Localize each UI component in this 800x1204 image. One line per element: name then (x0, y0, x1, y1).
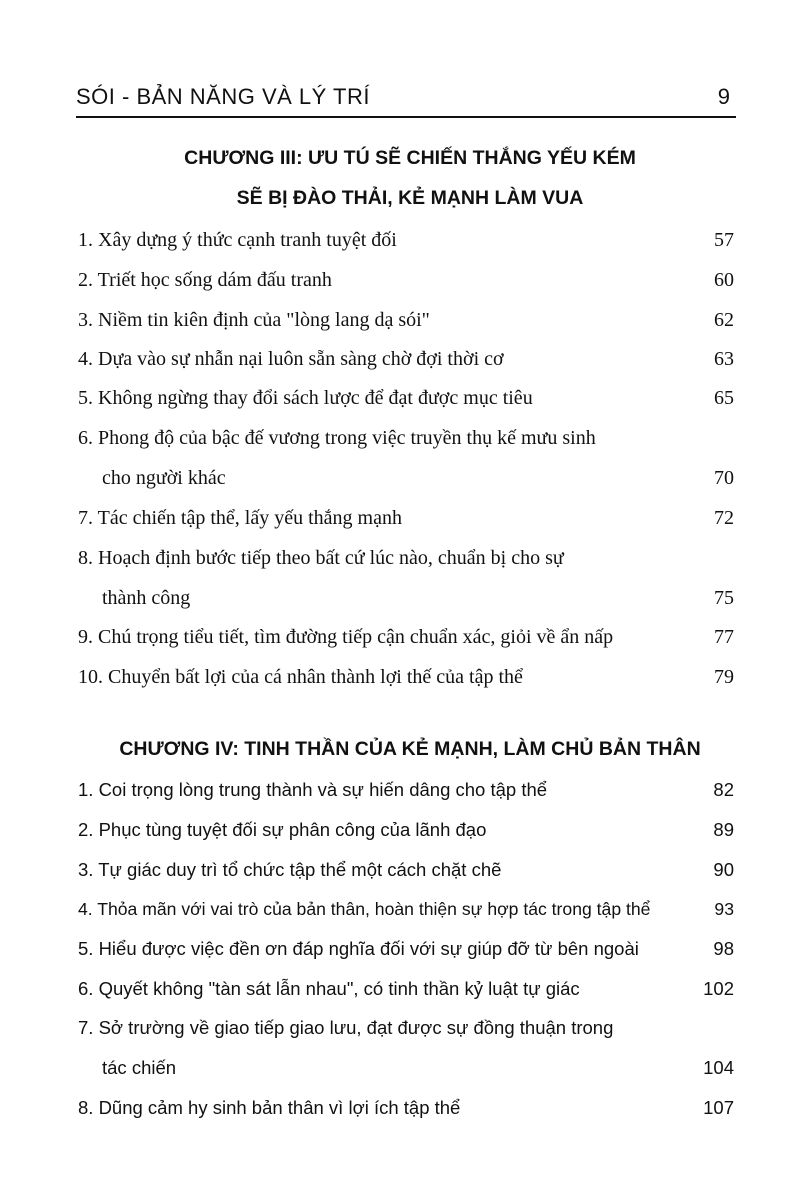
toc-entry-title: 6. Phong độ của bậc đế vương trong việc truyền thụ kế mưu sinh (78, 427, 596, 449)
toc-entry-title: 5. Hiểu được việc đền ơn đáp nghĩa đối với sự giúp đỡ từ bên ngoài (78, 938, 639, 959)
toc-entry-title: 8. Dũng cảm hy sinh bản thân vì lợi ích tập thể (78, 1097, 461, 1118)
toc-entry-continuation (102, 463, 734, 493)
toc-entry-page: 98 (713, 938, 734, 959)
chapter3-title-line1: CHƯƠNG III: ƯU TÚ SẼ CHIẾN THẮNG YẾU KÉM (184, 147, 636, 169)
toc-entry-title-cont: cho người khác (102, 467, 226, 489)
toc-entry (78, 543, 734, 573)
toc-entry (78, 894, 734, 924)
toc-entry-page: 90 (713, 859, 734, 880)
toc-entry-page: 102 (703, 978, 734, 999)
toc-entry-page: 72 (714, 507, 734, 529)
chapter3-title-line2: SẼ BỊ ĐÀO THẢI, KẺ MẠNH LÀM VUA (236, 187, 584, 209)
toc-entry (78, 225, 734, 255)
toc-entry-page: 79 (714, 666, 734, 688)
toc-entry-title: 9. Chú trọng tiểu tiết, tìm đường tiếp cận chuẩn xác, giỏi về ẩn nấp (78, 626, 614, 648)
toc-entry-page: 65 (714, 387, 734, 409)
page-number: 9 (717, 84, 730, 109)
toc-entry-title: 1. Xây dựng ý thức cạnh tranh tuyệt đối (78, 229, 397, 251)
toc-entry-page: 63 (714, 348, 734, 370)
toc-entry-title: 8. Hoạch định bước tiếp theo bất cứ lúc nào, chuẩn bị cho sự (78, 547, 564, 569)
toc-entry-title: 7. Tác chiến tập thể, lấy yếu thắng mạnh (78, 507, 402, 529)
toc-entry (78, 1013, 734, 1043)
toc-entry-page: 93 (714, 899, 734, 919)
chapter4-title: CHƯƠNG IV: TINH THẦN CỦA KẺ MẠNH, LÀM CHỦ BẢN THÂN (119, 738, 701, 760)
toc-entry-continuation (102, 583, 734, 613)
toc-entry-title: 4. Thỏa mãn với vai trò của bản thân, hoàn thiện sự hợp tác trong tập thể (78, 899, 651, 919)
toc-entry-page: 62 (714, 309, 734, 331)
toc-entry-title: 6. Quyết không "tàn sát lẫn nhau", có tinh thần kỷ luật tự giác (78, 978, 580, 999)
toc-entry-page: 60 (714, 269, 734, 291)
toc-entry-page: 89 (713, 819, 734, 840)
toc-entry (78, 383, 734, 413)
toc-entry (78, 775, 734, 805)
toc-entry-page: 107 (703, 1097, 734, 1118)
toc-entry-title: 2. Phục tùng tuyệt đối sự phân công của lãnh đạo (78, 819, 487, 840)
toc-entry-page: 82 (713, 779, 734, 800)
toc-entry (78, 305, 734, 335)
running-header (76, 80, 736, 118)
toc-entry (78, 855, 734, 885)
toc-entry (78, 934, 734, 964)
toc-entry-title-cont: thành công (102, 587, 191, 609)
toc-entry-title: 3. Niềm tin kiên định của "lòng lang dạ sói" (78, 309, 430, 331)
toc-entry-page: 70 (714, 467, 734, 489)
toc-entry (78, 1093, 734, 1123)
toc-entry-page: 75 (714, 587, 734, 609)
toc-entry-title: 1. Coi trọng lòng trung thành và sự hiến dâng cho tập thể (78, 779, 548, 800)
toc-entry (78, 265, 734, 295)
toc-entry-title: 4. Dựa vào sự nhẫn nại luôn sẵn sàng chờ đợi thời cơ (78, 348, 504, 370)
toc-entry-title: 10. Chuyển bất lợi của cá nhân thành lợi thế của tập thể (78, 666, 523, 688)
toc-entry-title: 7. Sở trường về giao tiếp giao lưu, đạt được sự đồng thuận trong (78, 1017, 614, 1038)
toc-entry-page: 57 (714, 229, 734, 251)
toc-entry (78, 344, 734, 374)
toc-entry (78, 974, 734, 1004)
toc-entry (78, 503, 734, 533)
toc-entry-page: 104 (703, 1057, 734, 1078)
toc-entry (78, 662, 734, 692)
toc-entry (78, 622, 734, 652)
toc-entry-continuation (102, 1053, 734, 1083)
book-title: SÓI - BẢN NĂNG VÀ LÝ TRÍ (76, 84, 370, 109)
toc-entry-title-cont: tác chiến (102, 1057, 177, 1078)
toc-entry-page: 77 (714, 626, 734, 648)
toc-entry (78, 423, 734, 453)
toc-entry-title: 2. Triết học sống dám đấu tranh (78, 269, 332, 291)
toc-entry-title: 5. Không ngừng thay đổi sách lược để đạt được mục tiêu (78, 387, 533, 409)
toc-entry (78, 815, 734, 845)
toc-entry-title: 3. Tự giác duy trì tổ chức tập thể một cách chặt chẽ (78, 859, 502, 880)
